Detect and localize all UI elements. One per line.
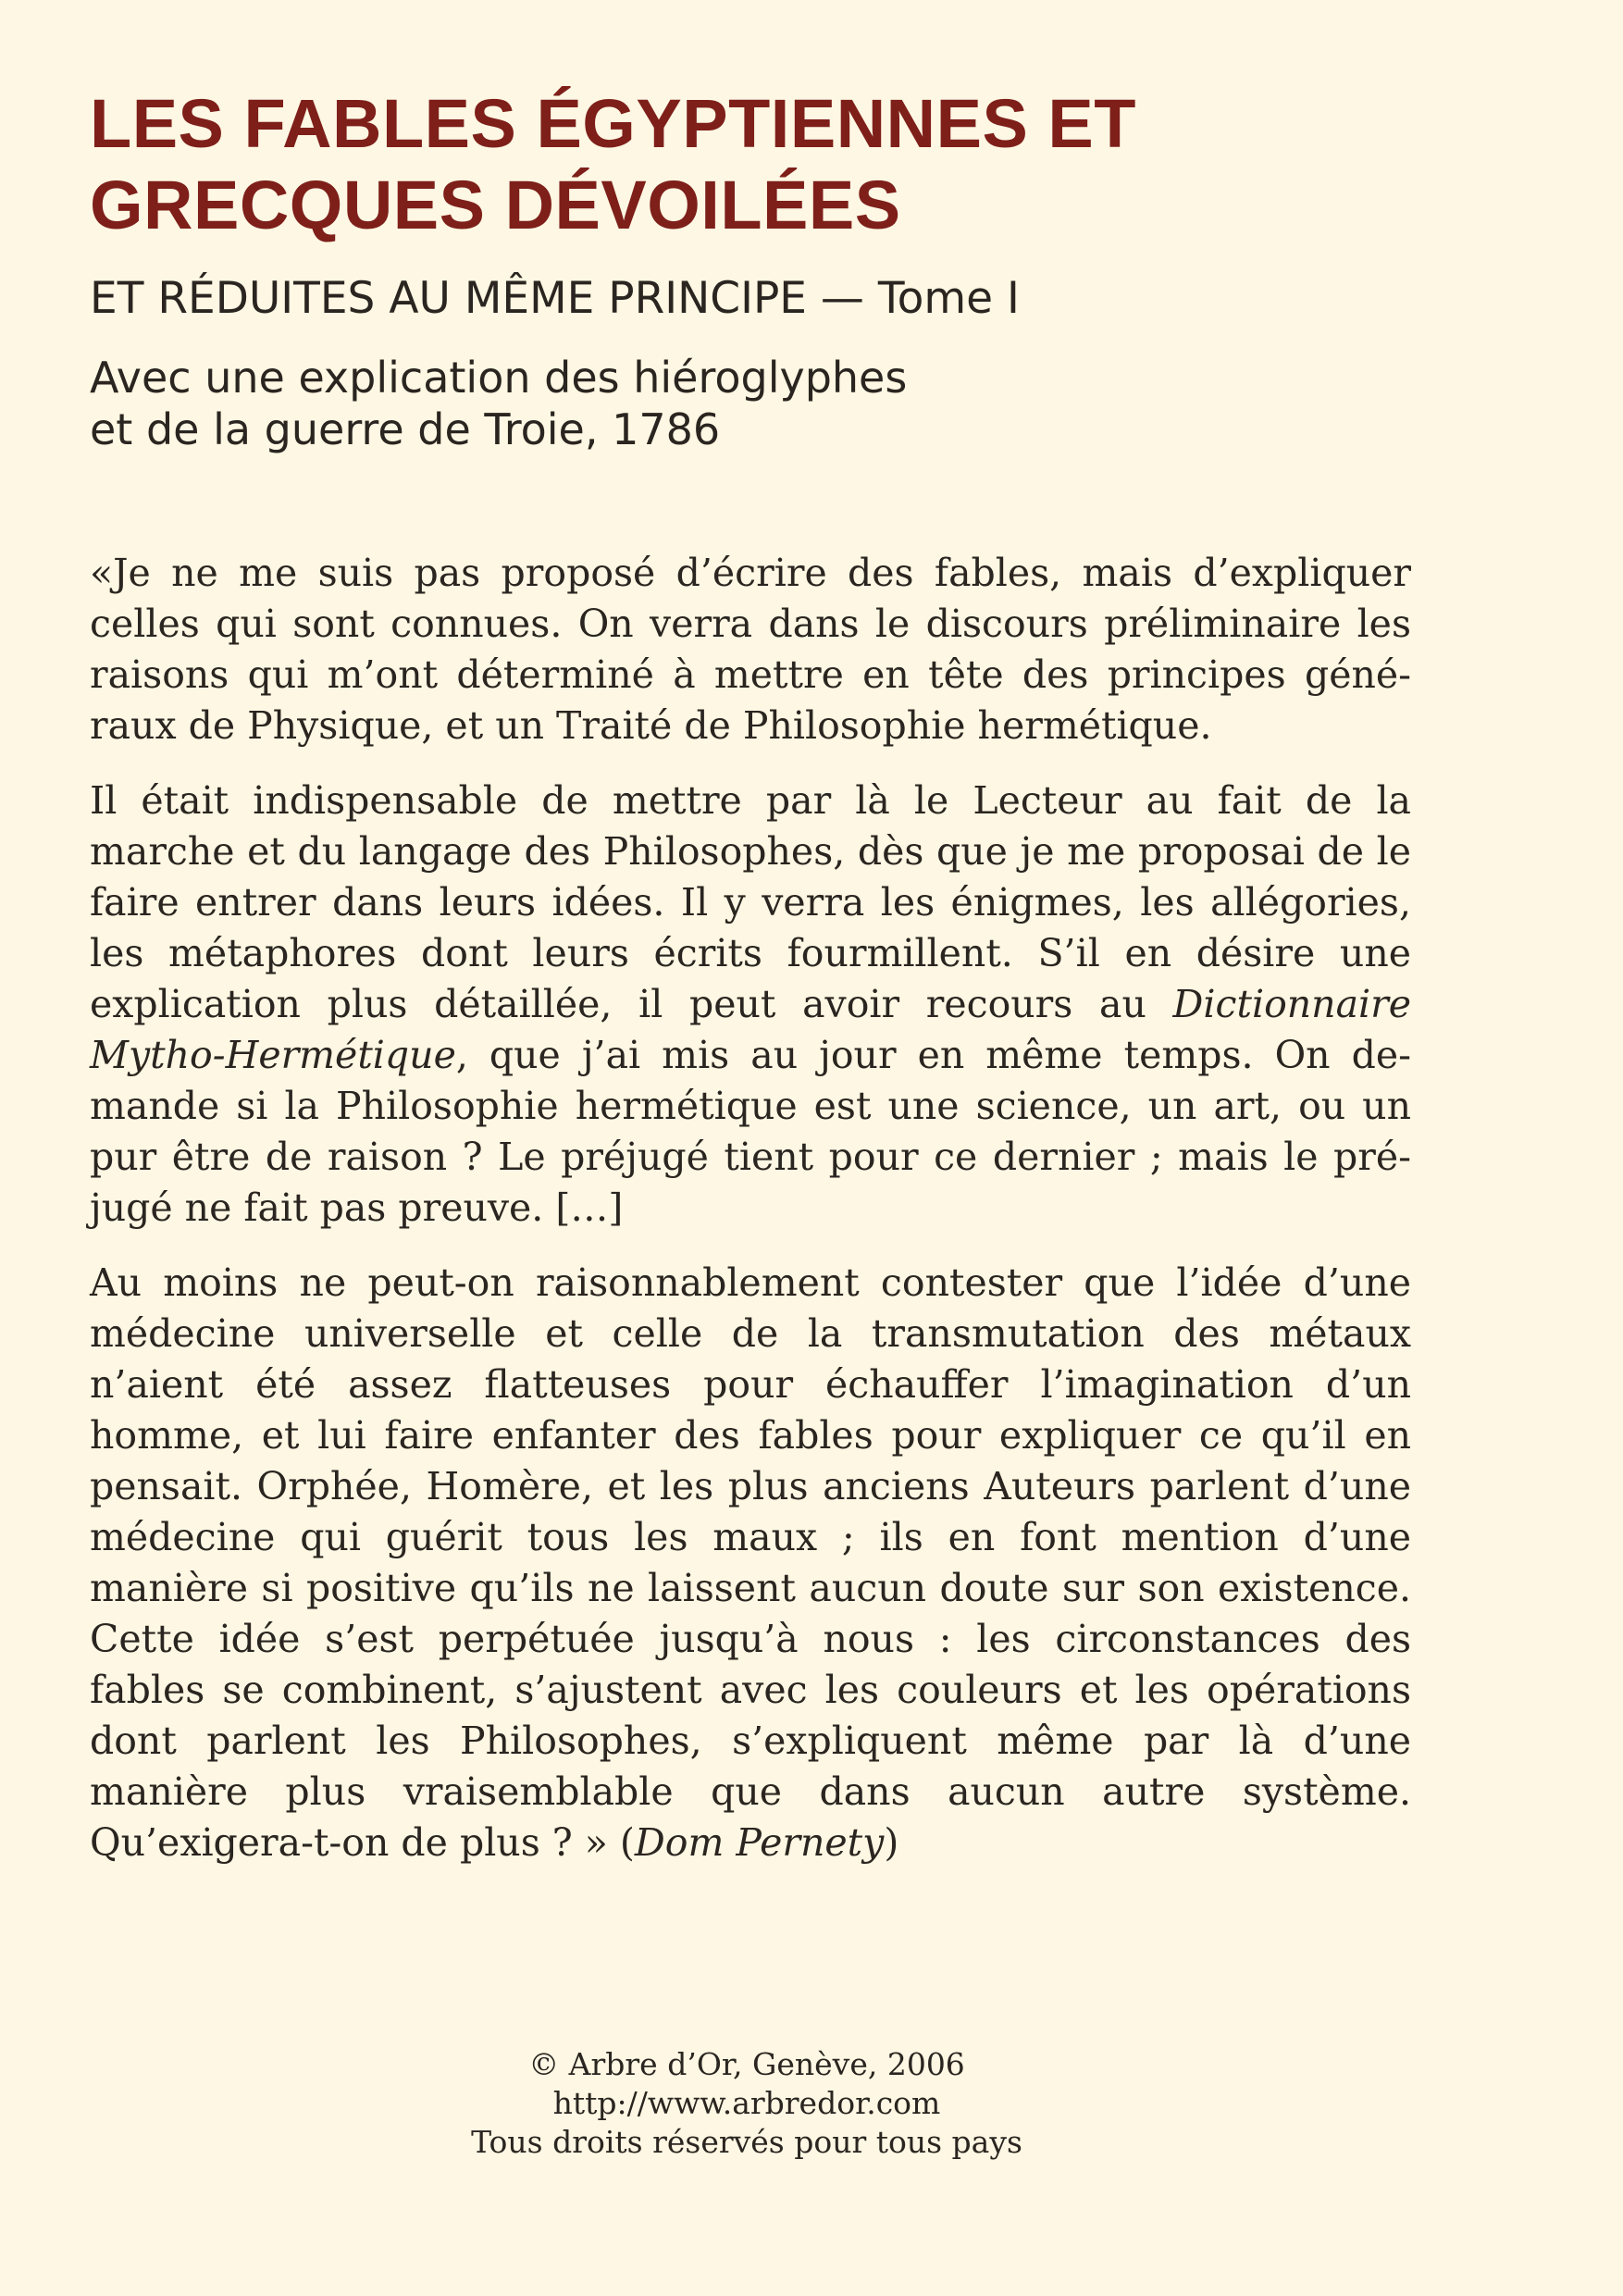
paragraph-1: «Je ne me suis pas proposé d’écrire des fables, mais d’expliquer celles qui sont connues. On verra dans le discours préliminaire les raisons qui m’ont déterminé à mettre en tête des principes généraux de Physique, et un Traité de Philosophie hermétique.	[90, 551, 1411, 748]
document-description	[90, 352, 1411, 455]
document-title	[90, 83, 1411, 246]
quote-author: Dom Pernety	[634, 1820, 885, 1865]
dictionary-title: Dictionnaire Mytho-Hermétique	[90, 982, 1411, 1077]
description-line-1: Avec une explication des hiéroglyphes	[90, 353, 908, 403]
publisher-footer	[0, 2045, 1493, 2162]
quotation-body	[90, 548, 1411, 1868]
publisher-url: http://www.arbredor.com	[552, 2085, 941, 2121]
paragraph-2-text-start: Il était indispensable de mettre par là le Lecteur au fait de la marche et du langage des Philosophes, dès que je me proposai de le faire entrer dans leurs idées. Il y verra les énigmes, les allégories, les métaphores dont leurs écrits fourmillent. S’il en désire une explication plus détaillée, il peut avoir recours au	[90, 778, 1411, 1026]
paragraph-3-text-end: )	[884, 1820, 899, 1865]
paragraph-2	[90, 776, 1411, 1234]
title-line-2: GRECQUES DÉVOILÉES	[90, 167, 901, 243]
rights-notice: Tous droits réservés pour tous pays	[471, 2124, 1022, 2160]
document-subtitle: ET RÉDUITES AU MÊME PRINCIPE — Tome I	[90, 273, 1020, 324]
description-line-2: et de la guerre de Troie, 1786	[90, 404, 721, 454]
paragraph-3	[90, 1258, 1411, 1868]
copyright-notice: © Arbre d’Or, Genève, 2006	[528, 2046, 965, 2082]
title-line-1: LES FABLES ÉGYPTIENNES ET	[90, 85, 1136, 162]
paragraph-3-text-start: Au moins ne peut-on raisonnablement contester que l’idée d’une médecine universelle et celle de la transmutation des métaux n’aient été assez flatteuses pour échauffer l’imagination d’un homme, et lui faire enfanter des fables pour expliquer ce qu’il en pensait. Orphée, Homère, et les plus anciens Auteurs parlent d’une médecine qui guérit tous les maux ; ils en font mention d’une manière si positive qu’ils ne laissent aucun doute sur son existence. Cette idée s’est perpétuée jusqu’à nous : les circonstances des fables se combinent, s’ajustent avec les couleurs et les opérations dont parlent les Philosophes, s’expliquent même par là d’une manière plus vraisemblable que dans aucun autre système. Qu’exigera-t-on de plus ? » (	[90, 1260, 1411, 1865]
page-content	[90, 83, 1411, 1868]
paragraph-2-text-end: , que j’ai mis au jour en même temps. On demande si la Philosophie hermétique est une science, un art, ou un pur être de raison ? Le préjugé tient pour ce dernier ; mais le préjugé ne fait pas preuve. […]	[90, 1033, 1411, 1230]
